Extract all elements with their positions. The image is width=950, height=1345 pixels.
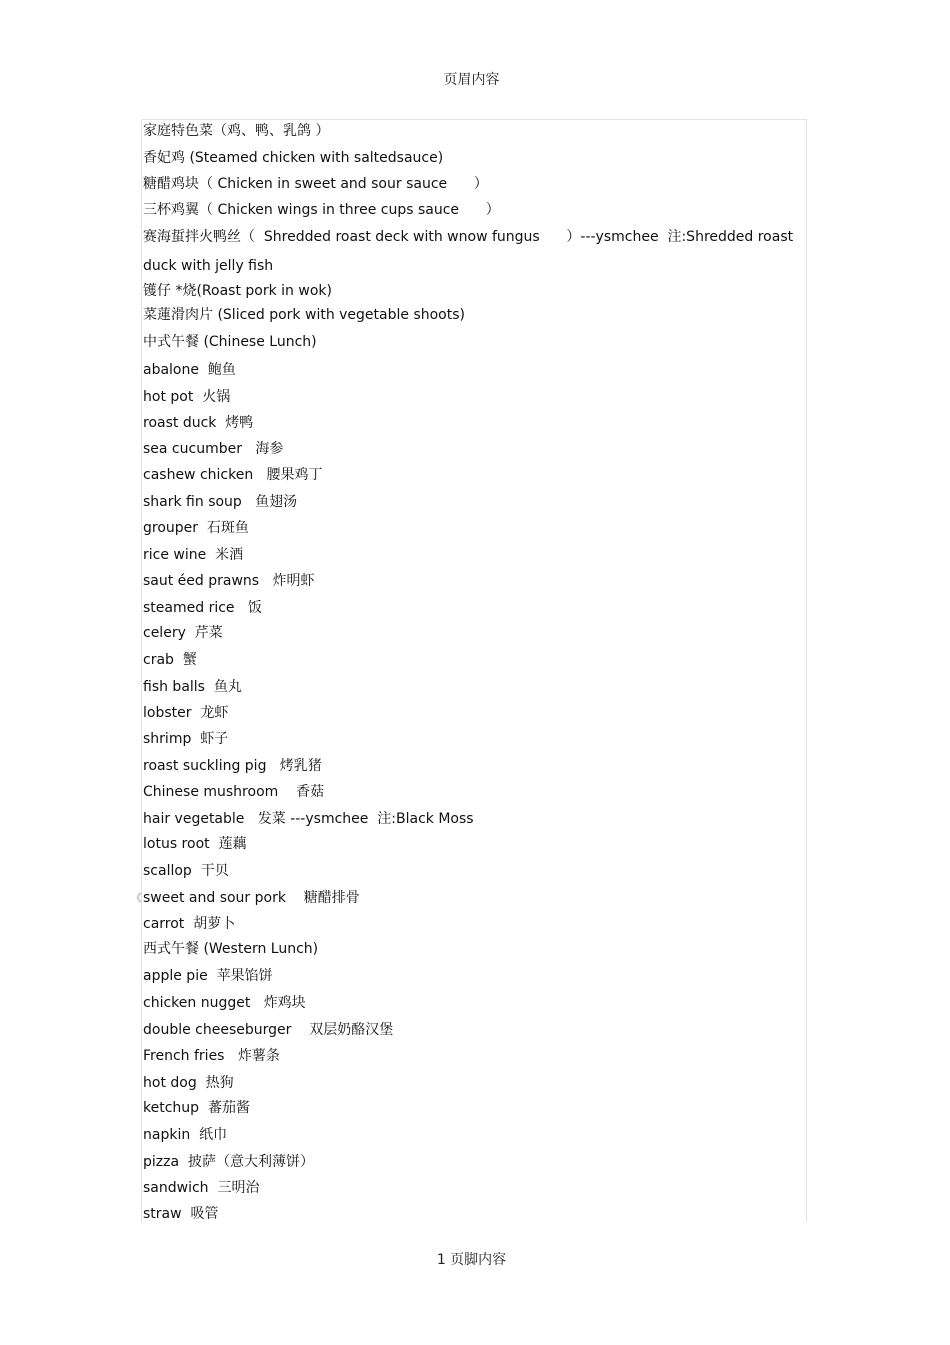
list-item: napkin 纸巾 [143,1127,228,1143]
list-item: 中式午餐 (Chinese Lunch) [143,334,317,350]
list-item: apple pie 苹果馅饼 [143,968,273,984]
list-item: grouper 石斑鱼 [143,520,249,536]
list-item: rice wine 米酒 [143,547,244,563]
margin-mark: ❮ [135,892,144,903]
list-item: shark fin soup 鱼翅汤 [143,494,298,510]
list-item: 香妃鸡 (Steamed chicken with saltedsauce) [143,150,444,166]
list-item: fish balls 鱼丸 [143,679,242,695]
list-item: pizza 披萨（意大利薄饼） [143,1154,314,1170]
list-item: sea cucumber 海参 [143,441,284,457]
list-item: duck with jelly fish [143,258,274,274]
list-item: carrot 胡萝卜 [143,916,236,932]
list-item: saut éed prawns 炸明虾 [143,573,315,589]
list-item: double cheeseburger 双层奶酪汉堡 [143,1022,394,1038]
list-item: 菜蓮滑肉片 (Sliced pork with vegetable shoots) [143,307,465,323]
list-item: roast suckling pig 烤乳猪 [143,758,322,774]
list-item: celery 芹菜 [143,625,223,641]
list-item: sweet and sour pork 糖醋排骨 [143,890,360,906]
list-item: steamed rice 饭 [143,600,262,616]
list-item: cashew chicken 腰果鸡丁 [143,467,323,483]
list-item: 家庭特色菜（鸡、鸭、乳鸽 ） [143,123,330,139]
list-item: 糖醋鸡块（ Chicken in sweet and sour sauce ） [143,176,488,192]
list-item: roast duck 烤鸭 [143,415,254,431]
list-item: abalone 鲍鱼 [143,362,236,378]
list-item: lotus root 莲藕 [143,836,247,852]
list-item: chicken nugget 炸鸡块 [143,995,306,1011]
list-item: hot pot 火锅 [143,389,231,405]
list-item: ketchup 蕃茄酱 [143,1100,250,1116]
list-item: 三杯鸡翼（ Chicken wings in three cups sauce ） [143,202,500,218]
list-item: straw 吸管 [143,1206,219,1222]
list-item: hot dog 热狗 [143,1075,234,1091]
list-item: 赛海蜇拌火鸭丝（ Shredded roast deck with wnow fungus ）---ysmchee 注:Shredded roast [143,229,794,245]
list-item: lobster 龙虾 [143,705,229,721]
list-item: hair vegetable 发菜 ---ysmchee 注:Black Moss [143,811,474,827]
list-item: 西式午餐 (Western Lunch) [143,941,319,957]
list-item: scallop 干贝 [143,863,229,879]
list-item: sandwich 三明治 [143,1180,260,1196]
list-item: crab 蟹 [143,652,197,668]
page-header: 页眉内容 [443,72,500,88]
list-item: Chinese mushroom 香菇 [143,784,325,800]
page-footer: 1 页脚内容 [436,1252,507,1268]
list-item: French fries 炸薯条 [143,1048,280,1064]
list-item: shrimp 虾子 [143,731,229,747]
list-item: 镬仔 *烧(Roast pork in wok) [143,283,332,299]
